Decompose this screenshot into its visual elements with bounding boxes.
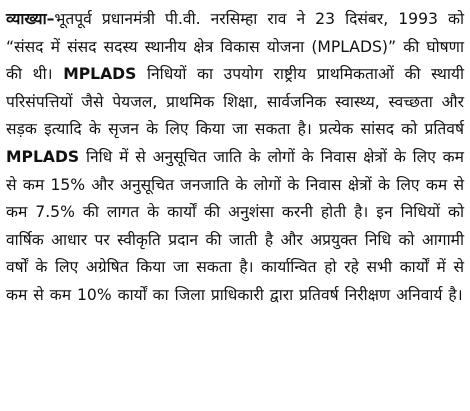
mplads-term-1: MPLADS [63,65,137,84]
explanation-text-part3: निधि में से अनुसूचित जाति के लोगों के निवास क्षेत्रों के लिए कम से कम 15% और अनुसूचित जनजाति के लोगों के निवास क्षेत्रों के लिए कम से कम 7.5% की लागत के कार्यों की अनुशंसा करनी होती है। इन निधियों को वार्षिक आधार पर स्वीकृति प्रदान की जाती है और अप्रयुक्त निधि को आगामी वर्षों के लिए अग्रेषित किया जा सकता है। कार्यान्वित हो रहे सभी कार्यों में से कम से कम 10% कार्यों का जिला प्राधिकारी द्वारा प्रतिवर्ष निरीक्षण अनिवार्य है। [6,147,464,304]
explanation-text-part2: निधियों का उपयोग राष्ट्रीय प्राथमिकताओं की स्थायी परिसंपत्तियों जैसे पेयजल, प्राथमिक शिक्षा, सार्वजनिक स्वास्थ्य, स्वच्छता और सड़क इत्यादि के सृजन के लिए किया जा सकता है। प्रत्येक सांसद को प्रतिवर्ष [6,65,464,139]
explanation-paragraph [6,6,464,310]
explanation-label: व्याख्या [6,10,47,28]
mplads-term-2: MPLADS [6,147,80,166]
explanation-text-part1: भूतपूर्व प्रधानमंत्री पी.वी. नरसिम्हा राव ने 23 दिसंबर, 1993 को “संसद में संसद सदस्य स्थानीय क्षेत्र विकास योजना (MPLADS)” की घोषणा की थी। [6,10,464,84]
label-dash: – [46,10,55,28]
